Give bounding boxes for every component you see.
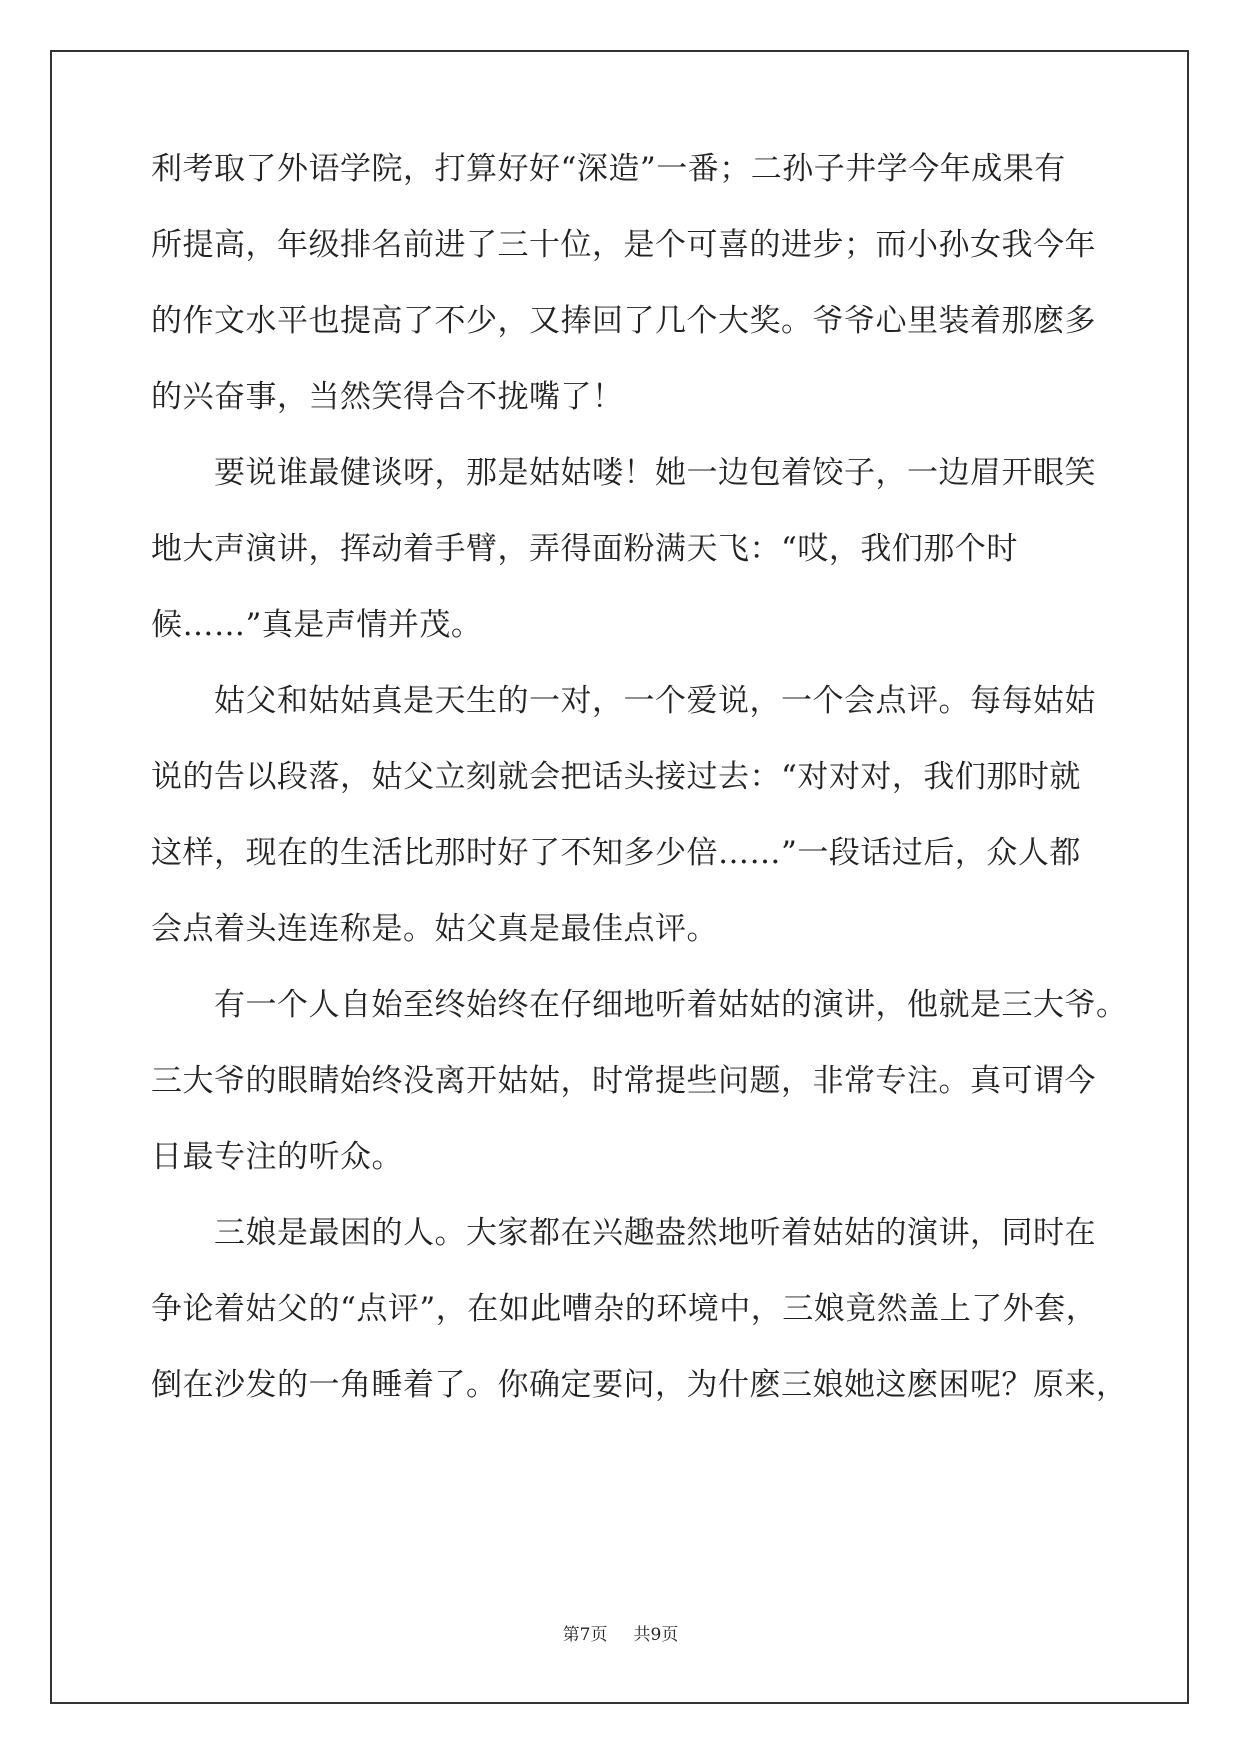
text-line: 所提高，年级排名前进了三十位，是个可喜的进步；而小孙女我今年 [151, 227, 1096, 263]
text-line: 的作文水平也提高了不少，又捧回了几个大奖。爷爷心里装着那麽多 [151, 303, 1096, 339]
page-total: 共9页 [633, 1625, 679, 1645]
text-line: 说的告以段落，姑父立刻就会把话头接过去：“对对对，我们那时就 [151, 759, 1081, 795]
text-line: 会点着头连连称是。姑父真是最佳点评。 [151, 911, 718, 947]
text-line: 倒在沙发的一角睡着了。你确定要问，为什麽三娘她这麽困呢？原来， [151, 1367, 1128, 1403]
page-footer [0, 1623, 1241, 1647]
text-line: 要说谁最健谈呀，那是姑姑喽！她一边包着饺子，一边眉开眼笑 [151, 455, 1096, 491]
page-number: 第7页 [562, 1625, 608, 1645]
text-line: 候……”真是声情并茂。 [151, 607, 483, 643]
text-line: 地大声演讲，挥动着手臂，弄得面粉满天飞：“哎，我们那个时 [151, 531, 1018, 567]
text-line: 争论着姑父的“点评”，在如此嘈杂的环境中，三娘竟然盖上了外套， [151, 1291, 1098, 1327]
text-line: 三娘是最困的人。大家都在兴趣盎然地听着姑姑的演讲，同时在 [151, 1215, 1096, 1251]
text-line: 日最专注的听众。 [151, 1139, 403, 1175]
text-line: 姑父和姑姑真是天生的一对，一个爱说，一个会点评。每每姑姑 [151, 683, 1096, 719]
text-line: 的兴奋事，当然笑得合不拢嘴了！ [151, 379, 624, 415]
text-line: 三大爷的眼睛始终没离开姑姑，时常提些问题，非常专注。真可谓今 [151, 1063, 1096, 1099]
text-line: 有一个人自始至终始终在仔细地听着姑姑的演讲，他就是三大爷。 [151, 987, 1128, 1023]
text-line: 这样，现在的生活比那时好了不知多少倍……”一段话过后，众人都 [151, 835, 1081, 871]
text-line: 利考取了外语学院，打算好好“深造”一番；二孙子井学今年成果有 [151, 151, 1066, 187]
